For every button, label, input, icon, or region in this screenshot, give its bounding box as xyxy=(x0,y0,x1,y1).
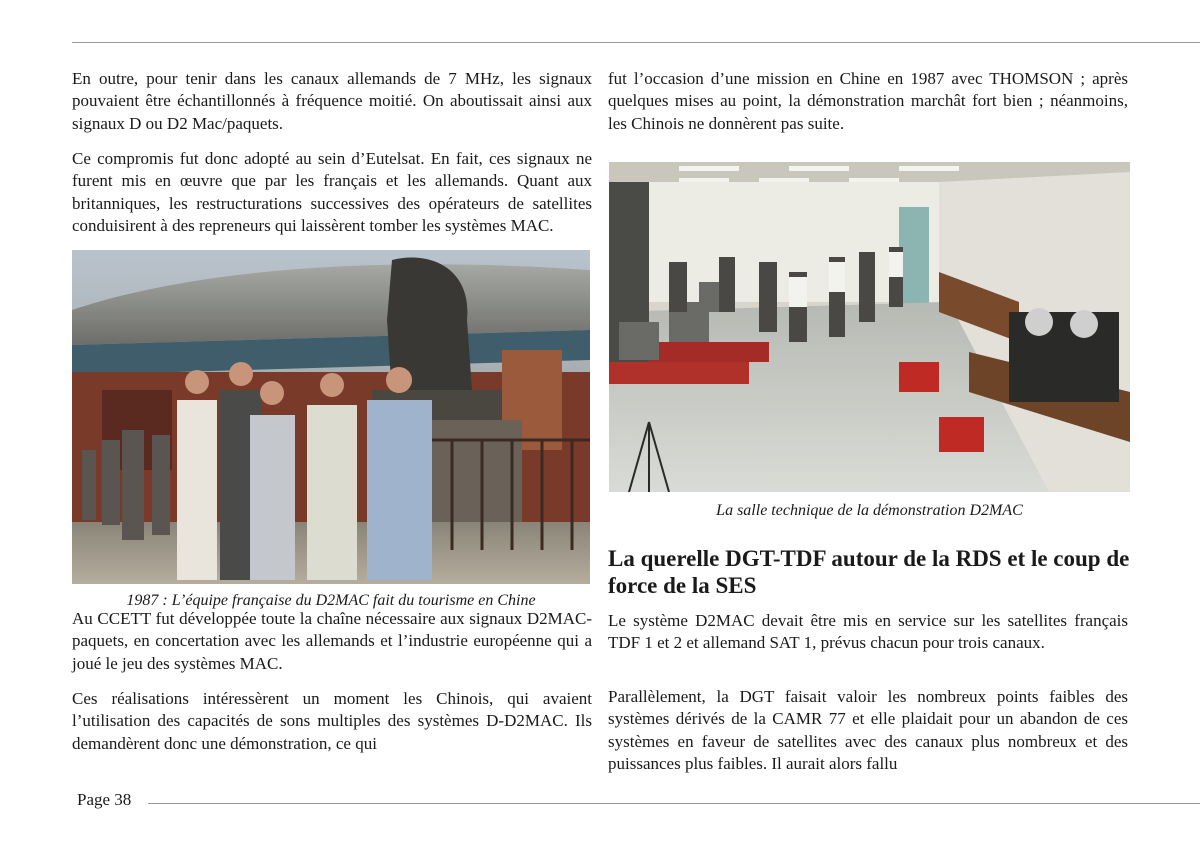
right-paragraph-1: fut l’occasion d’une mission en Chine en 1987 avec THOMSON ; après quelques mises au point, la démonstration marchât fort bien ; néanmoins, les Chinois ne donnèrent pas suite. xyxy=(608,69,1128,133)
left-paragraph-1: En outre, pour tenir dans les canaux allemands de 7 MHz, les signaux pouvaient être échantillonnés à fréquence moitié. On aboutissait ainsi aux signaux D ou D2 Mac/paquets. xyxy=(72,69,592,133)
technical-room-photo-drawing xyxy=(609,162,1130,492)
page-number: Page 38 xyxy=(77,790,132,809)
right-paragraph-2: Le système D2MAC devait être mis en service sur les satellites français TDF 1 et 2 et allemand SAT 1, prévus chacun pour trois canaux. xyxy=(608,611,1128,653)
left-paragraph-3: Au CCETT fut développée toute la chaîne nécessaire aux signaux D2MAC-paquets, en concertation avec les allemands et l’industrie européenne qui a joué le jeu des systèmes MAC. xyxy=(72,609,592,673)
right-figure-caption: La salle technique de la démonstration D2MAC xyxy=(716,502,1023,519)
left-paragraph-4: Ces réalisations intéressèrent un moment les Chinois, qui avaient l’utilisation des capacités de sons multiples des systèmes D-D2MAC. Ils demandèrent donc une démonstration, ce qui xyxy=(72,689,592,753)
right-paragraph-3: Parallèlement, la DGT faisait valoir les nombreux points faibles des systèmes dérivés de la CAMR 77 et elle plaidait pour un abandon de ces systèmes en faveur de satellites avec des canaux plus nombreux et des puissances plus faibles. Il aurait alors fallu xyxy=(608,687,1128,774)
team-tourism-photo-drawing xyxy=(72,250,590,584)
technical-room-photo xyxy=(609,162,1130,492)
header-rule xyxy=(72,42,1200,43)
footer-rule xyxy=(148,803,1200,804)
left-paragraph-2: Ce compromis fut donc adopté au sein d’Eutelsat. En fait, ces signaux ne furent mis en œuvre que par les français et les allemands. Quant aux britanniques, les restructurations successives des opérateurs de satellites conduisirent à des repreneurs qui laissèrent tomber les systèmes MAC. xyxy=(72,149,592,236)
section-heading: La querelle DGT-TDF autour de la RDS et le coup de force de la SES xyxy=(608,546,1130,598)
left-figure-caption: 1987 : L’équipe française du D2MAC fait du tourisme en Chine xyxy=(126,592,536,609)
team-tourism-photo xyxy=(72,250,590,584)
